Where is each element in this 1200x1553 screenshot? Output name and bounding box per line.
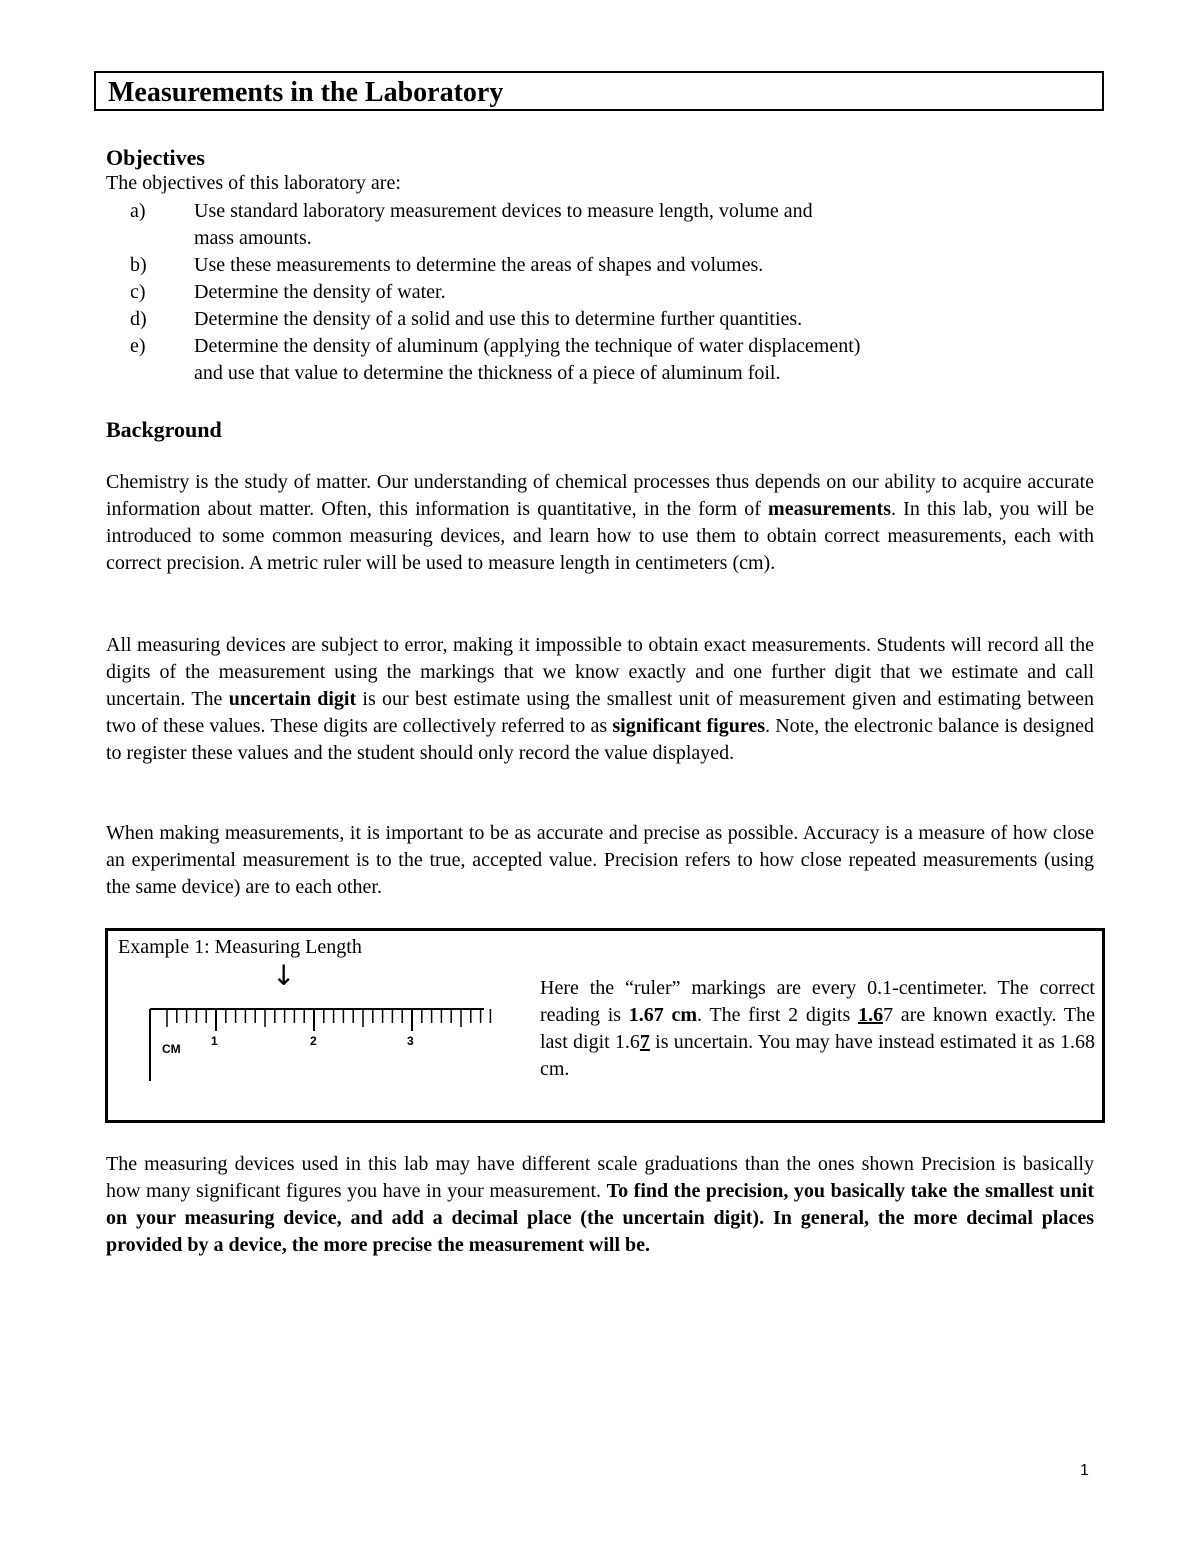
- closing-paragraph: [106, 1151, 1094, 1259]
- title-box: [94, 71, 1104, 111]
- paragraph-text: is our best estimate using the smallest unit of measurement given and estimating between two of these values. These digits are collectively referred to as: [106, 688, 1094, 737]
- objective-text: Use standard laboratory measurement devices to measure length, volume and: [194, 200, 813, 222]
- background-paragraph-3: When making measurements, it is important to be as accurate and precise as possible. Accuracy is a measure of how close an experimental measurement is to the true, accepted value. Precision refers to how close repeated measurements (using the same device) are to each other.: [106, 822, 1094, 898]
- background-heading: Background: [106, 417, 222, 442]
- bold-term: uncertain digit: [228, 688, 357, 710]
- ruler-unit-label: CM: [162, 1042, 181, 1056]
- page-number: 1: [1080, 1462, 1089, 1479]
- bold-statement: To find the precision, you basically take the smallest unit on your measuring device, and add a decimal place (the uncertain digit). In general, the more decimal places provided by a device, the more precise the measurement will be.: [106, 1180, 1094, 1256]
- paragraph-text: . Note, the electronic balance is designed to register these values and the student should only record the value displayed.: [106, 715, 1094, 764]
- example-text: . The first 2 digits: [697, 1004, 859, 1026]
- paragraph-text: . In this lab, you will be introduced to some common measuring devices, and learn how to use them to obtain correct measurements, each with correct precision. A metric ruler will be used to measure length in centimeters (cm).: [106, 498, 1094, 574]
- arrow-icon: ↓: [272, 959, 296, 992]
- background-paragraph-2: [106, 632, 1094, 767]
- objective-label: b): [130, 254, 147, 276]
- ruler-tick-label: 2: [310, 1034, 317, 1048]
- objective-label: e): [130, 335, 146, 357]
- objective-text: Determine the density of aluminum (applying the technique of water displacement): [194, 335, 861, 357]
- objective-text: and use that value to determine the thickness of a piece of aluminum foil.: [194, 362, 781, 384]
- bold-term: measurements: [768, 498, 891, 520]
- ruler-tick-label: 1: [211, 1034, 218, 1048]
- background-paragraph-1: [106, 469, 1094, 577]
- bold-term: significant figures: [612, 715, 765, 737]
- objective-text: mass amounts.: [194, 227, 312, 249]
- objective-label: c): [130, 281, 146, 303]
- objective-label: a): [130, 200, 146, 222]
- ruler-ticks: [167, 1009, 490, 1031]
- example-title: Example 1: Measuring Length: [118, 936, 362, 958]
- paragraph-text: All measuring devices are subject to error, making it impossible to obtain exact measurements. Students will record all the digits of the measurement using the markings that we know exactly and one further digit that we estimate and call uncertain. The: [106, 634, 1094, 710]
- objective-label: d): [130, 308, 147, 330]
- ruler-tick-label: 3: [407, 1034, 414, 1048]
- objectives-intro: The objectives of this laboratory are:: [106, 172, 401, 194]
- example-text: is uncertain. You may have instead estimated it as 1.68 cm.: [540, 1031, 1095, 1080]
- example-text: Here the “ruler” markings are every 0.1-centimeter. The correct reading is: [540, 977, 1095, 1026]
- bold-reading: 1.67 cm: [628, 1004, 698, 1026]
- objective-text: Determine the density of water.: [194, 281, 446, 303]
- paragraph-text: The measuring devices used in this lab may have different scale graduations than the ones shown Precision is basically how many significant figures you have in your measurement.: [106, 1153, 1094, 1202]
- ruler-figure: [142, 941, 502, 1091]
- paragraph-text: Chemistry is the study of matter. Our understanding of chemical processes thus depends on our ability to acquire accurate information about matter. Often, this information is quantitative, in the form of: [106, 471, 1094, 520]
- page-title: Measurements in the Laboratory: [108, 77, 504, 108]
- objective-text: Determine the density of a solid and use this to determine further quantities.: [194, 308, 803, 330]
- known-digits: 1.6: [858, 1004, 884, 1026]
- objective-text: Use these measurements to determine the areas of shapes and volumes.: [194, 254, 764, 276]
- uncertain-digit: 7: [639, 1031, 650, 1053]
- example-explanation: [540, 975, 1095, 1083]
- example-text: 7 are known exactly. The last digit 1.6: [540, 1004, 1095, 1053]
- example-box: [105, 928, 1105, 1123]
- objectives-heading: Objectives: [106, 145, 205, 170]
